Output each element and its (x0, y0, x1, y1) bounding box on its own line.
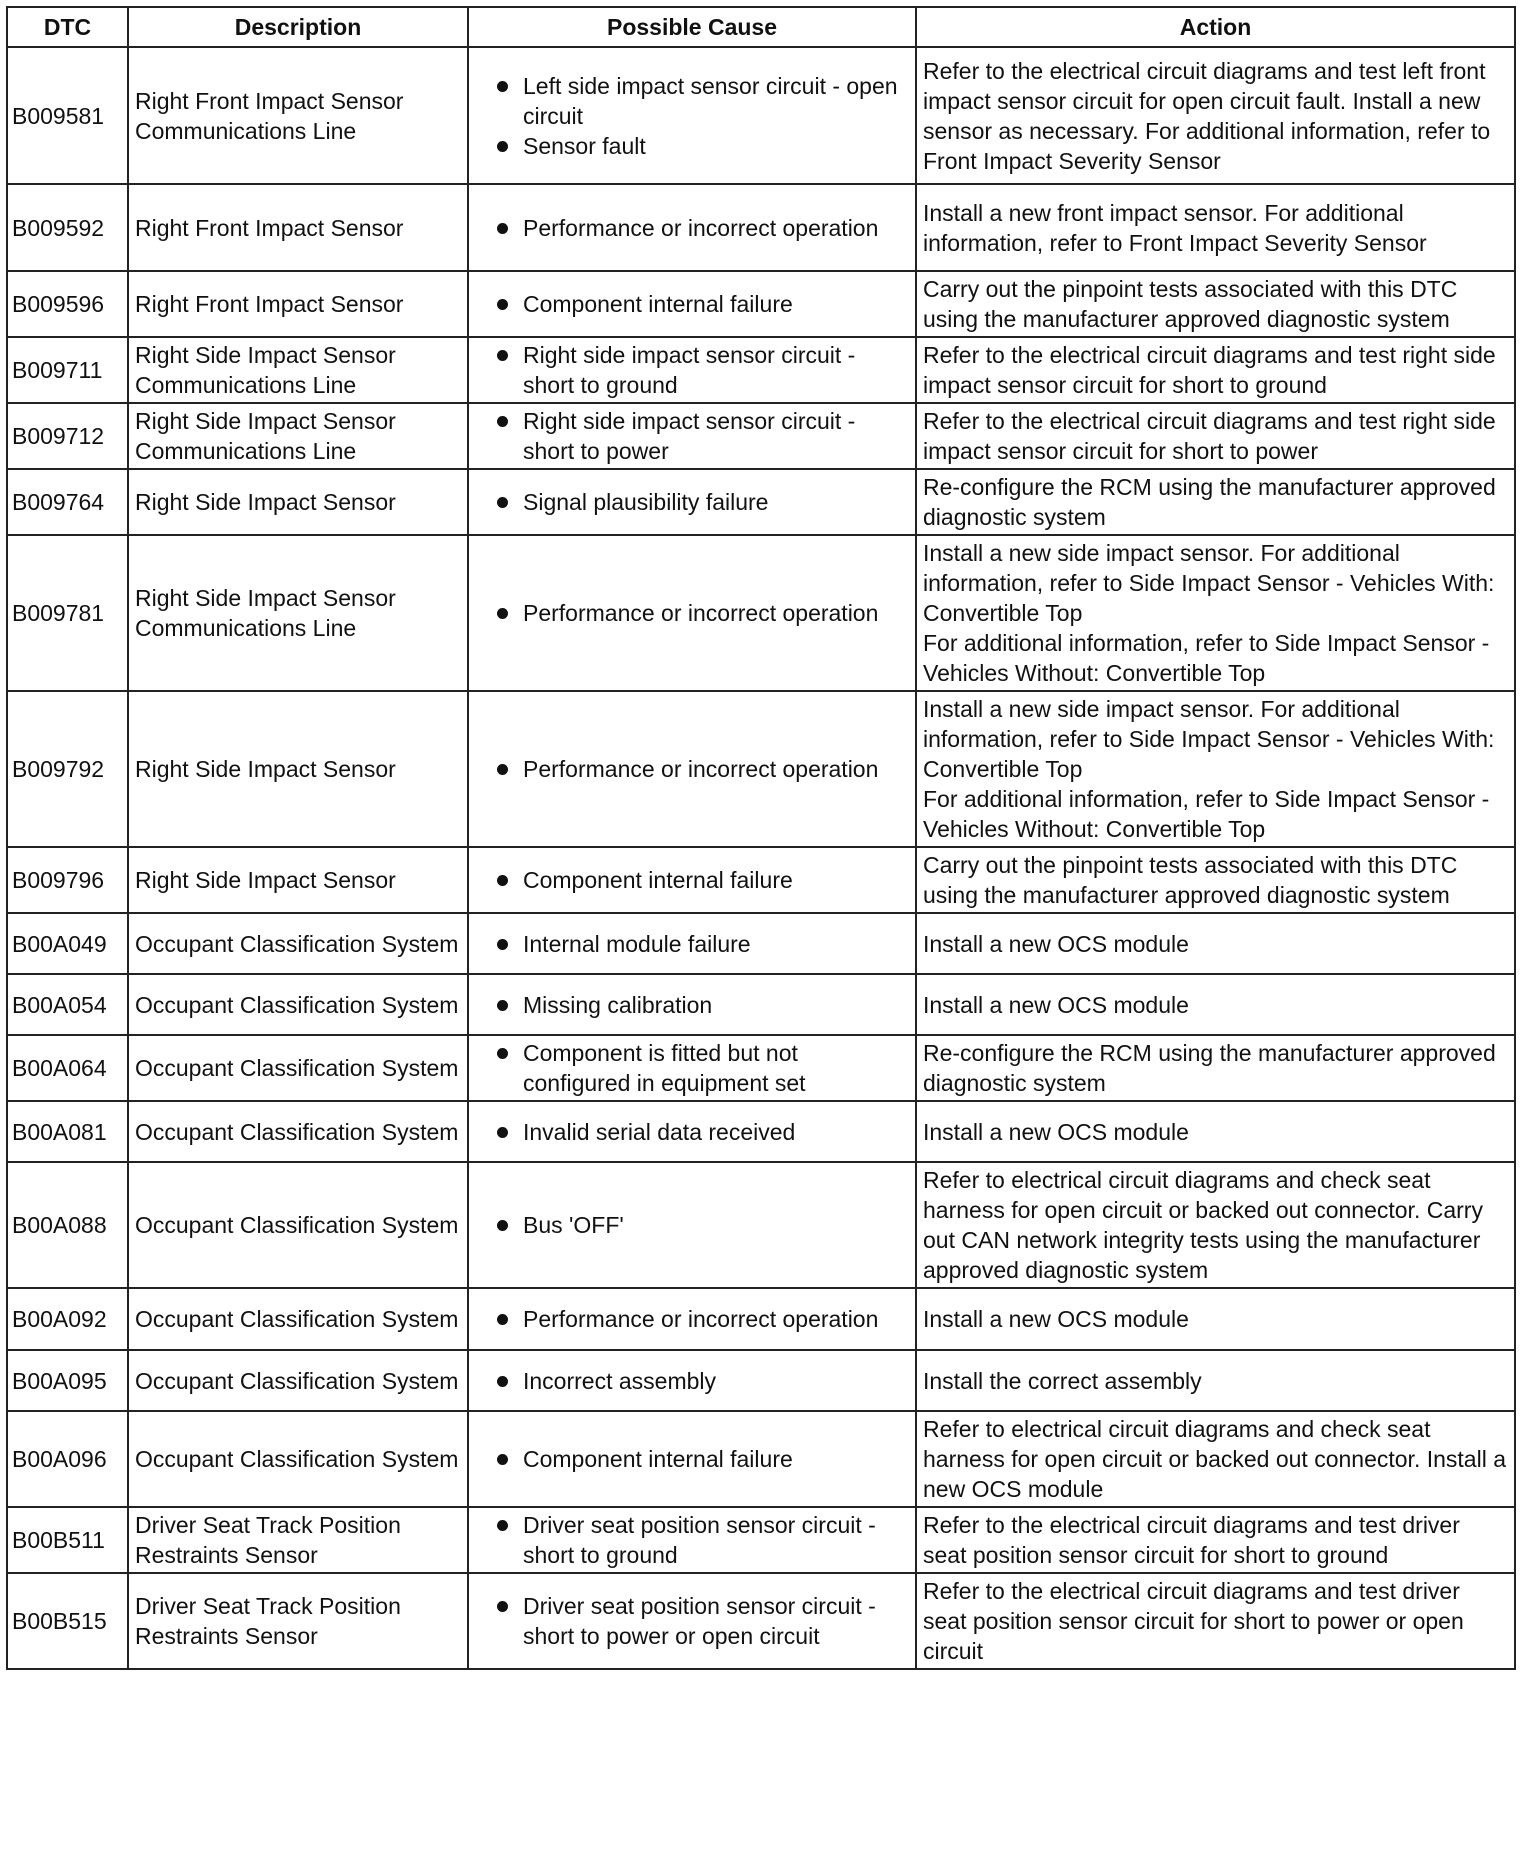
header-possible-cause: Possible Cause (468, 7, 916, 47)
dtc-description: Occupant Classification System (128, 1035, 468, 1101)
cause-list (475, 1038, 909, 1098)
action-cell (916, 184, 1515, 271)
possible-cause-cell (468, 271, 916, 337)
action-cell (916, 271, 1515, 337)
cause-item: Performance or incorrect operation (475, 1304, 909, 1334)
table-row (7, 974, 1515, 1035)
action-text: For additional information, refer to Side Impact Sensor - Vehicles Without: Convertible Top (923, 786, 1490, 842)
dtc-description: Occupant Classification System (128, 1101, 468, 1162)
action-cell (916, 1350, 1515, 1411)
cause-item: Driver seat position sensor circuit - short to power or open circuit (475, 1591, 909, 1651)
table-row (7, 1350, 1515, 1411)
possible-cause-cell (468, 535, 916, 691)
cause-list (475, 754, 909, 784)
table-row (7, 1411, 1515, 1507)
action-cell (916, 974, 1515, 1035)
cause-item: Performance or incorrect operation (475, 213, 909, 243)
possible-cause-cell (468, 691, 916, 847)
dtc-table (6, 6, 1516, 1670)
possible-cause-cell (468, 403, 916, 469)
dtc-code: B009711 (7, 337, 128, 403)
cause-item: Right side impact sensor circuit - short to power (475, 406, 909, 466)
dtc-code: B00B515 (7, 1573, 128, 1669)
cause-item: Performance or incorrect operation (475, 754, 909, 784)
dtc-description: Occupant Classification System (128, 1162, 468, 1288)
dtc-code: B009596 (7, 271, 128, 337)
table-row (7, 403, 1515, 469)
dtc-code: B009764 (7, 469, 128, 535)
cause-list (475, 406, 909, 466)
dtc-code: B00A054 (7, 974, 128, 1035)
cause-item: Incorrect assembly (475, 1366, 909, 1396)
action-cell (916, 469, 1515, 535)
table-row (7, 1288, 1515, 1350)
dtc-description: Occupant Classification System (128, 1288, 468, 1350)
cause-item: Internal module failure (475, 929, 909, 959)
cause-list (475, 1510, 909, 1570)
cause-list (475, 289, 909, 319)
table-row (7, 847, 1515, 913)
possible-cause-cell (468, 47, 916, 184)
action-text: For additional information, refer to Side Impact Sensor - Vehicles Without: Convertible Top (923, 630, 1490, 686)
action-text: Refer to the electrical circuit diagrams and test driver seat position sensor circuit for short to ground (923, 1512, 1460, 1568)
cause-list (475, 990, 909, 1020)
header-row (7, 7, 1515, 47)
dtc-description: Right Front Impact Sensor (128, 184, 468, 271)
cause-list (475, 1366, 909, 1396)
dtc-code: B00A095 (7, 1350, 128, 1411)
dtc-description: Driver Seat Track Position Restraints Sensor (128, 1507, 468, 1573)
table-row (7, 271, 1515, 337)
dtc-description: Right Side Impact Sensor (128, 469, 468, 535)
dtc-description: Right Side Impact Sensor Communications Line (128, 403, 468, 469)
possible-cause-cell (468, 469, 916, 535)
cause-list (475, 213, 909, 243)
cause-list (475, 487, 909, 517)
table-row (7, 535, 1515, 691)
cause-item: Missing calibration (475, 990, 909, 1020)
dtc-description: Occupant Classification System (128, 1350, 468, 1411)
action-cell (916, 337, 1515, 403)
action-text: Refer to electrical circuit diagrams and check seat harness for open circuit or backed out connector. Carry out CAN network integrity tests using the manufacturer approved diagnostic system (923, 1167, 1483, 1283)
action-cell (916, 1162, 1515, 1288)
dtc-code: B009581 (7, 47, 128, 184)
dtc-code: B009592 (7, 184, 128, 271)
action-text: Install a new OCS module (923, 991, 1189, 1018)
cause-item: Signal plausibility failure (475, 487, 909, 517)
dtc-code: B00A096 (7, 1411, 128, 1507)
action-cell (916, 1288, 1515, 1350)
dtc-code: B00A088 (7, 1162, 128, 1288)
table-row (7, 1162, 1515, 1288)
cause-item: Bus 'OFF' (475, 1210, 909, 1240)
cause-list (475, 71, 909, 161)
table-body (7, 47, 1515, 1669)
action-text: Install a new OCS module (923, 930, 1189, 957)
table-row (7, 1101, 1515, 1162)
cause-item: Driver seat position sensor circuit - short to ground (475, 1510, 909, 1570)
cause-list (475, 929, 909, 959)
cause-item: Component internal failure (475, 289, 909, 319)
cause-list (475, 1210, 909, 1240)
action-cell (916, 913, 1515, 974)
possible-cause-cell (468, 847, 916, 913)
action-cell (916, 1035, 1515, 1101)
dtc-description: Occupant Classification System (128, 1411, 468, 1507)
table-row (7, 1507, 1515, 1573)
action-text: Install a new side impact sensor. For additional information, refer to Side Impact Sensor - Vehicles With: Convertible Top (923, 540, 1495, 626)
possible-cause-cell (468, 1350, 916, 1411)
action-text: Carry out the pinpoint tests associated with this DTC using the manufacturer approved diagnostic system (923, 276, 1458, 332)
table-row (7, 469, 1515, 535)
possible-cause-cell (468, 1162, 916, 1288)
dtc-code: B009796 (7, 847, 128, 913)
dtc-description: Right Side Impact Sensor (128, 691, 468, 847)
action-text: Re-configure the RCM using the manufacturer approved diagnostic system (923, 474, 1496, 530)
action-cell (916, 1507, 1515, 1573)
action-cell (916, 1101, 1515, 1162)
cause-list (475, 1304, 909, 1334)
action-text: Install a new front impact sensor. For additional information, refer to Front Impact Severity Sensor (923, 199, 1427, 256)
action-cell (916, 47, 1515, 184)
table-row (7, 47, 1515, 184)
cause-item: Component internal failure (475, 865, 909, 895)
action-cell (916, 1573, 1515, 1669)
action-text: Re-configure the RCM using the manufacturer approved diagnostic system (923, 1040, 1496, 1096)
action-text: Install a new OCS module (923, 1306, 1189, 1332)
action-text: Install a new OCS module (923, 1118, 1189, 1145)
action-text: Refer to the electrical circuit diagrams and test driver seat position sensor circuit for short to power or open circuit (923, 1578, 1464, 1664)
dtc-code: B00A064 (7, 1035, 128, 1101)
dtc-description: Right Side Impact Sensor Communications Line (128, 535, 468, 691)
action-text: Refer to the electrical circuit diagrams and test right side impact sensor circuit for short to ground (923, 342, 1496, 398)
action-text: Refer to electrical circuit diagrams and check seat harness for open circuit or backed out connector. Install a new OCS module (923, 1416, 1506, 1502)
table-row (7, 913, 1515, 974)
dtc-description: Occupant Classification System (128, 974, 468, 1035)
table-row (7, 184, 1515, 271)
header-dtc: DTC (7, 7, 128, 47)
dtc-description: Driver Seat Track Position Restraints Sensor (128, 1573, 468, 1669)
dtc-description: Right Front Impact Sensor Communications Line (128, 47, 468, 184)
cause-list (475, 1117, 909, 1147)
possible-cause-cell (468, 1573, 916, 1669)
dtc-code: B009792 (7, 691, 128, 847)
dtc-description: Right Side Impact Sensor (128, 847, 468, 913)
cause-list (475, 598, 909, 628)
cause-item: Performance or incorrect operation (475, 598, 909, 628)
table-row (7, 1035, 1515, 1101)
action-cell (916, 1411, 1515, 1507)
header-action: Action (916, 7, 1515, 47)
possible-cause-cell (468, 974, 916, 1035)
dtc-description: Right Side Impact Sensor Communications Line (128, 337, 468, 403)
dtc-code: B00A081 (7, 1101, 128, 1162)
cause-list (475, 1444, 909, 1474)
cause-item: Right side impact sensor circuit - short to ground (475, 340, 909, 400)
cause-item: Sensor fault (475, 131, 909, 161)
cause-item: Invalid serial data received (475, 1117, 909, 1147)
dtc-code: B00A049 (7, 913, 128, 974)
table-row (7, 691, 1515, 847)
possible-cause-cell (468, 913, 916, 974)
cause-list (475, 1591, 909, 1651)
action-cell (916, 535, 1515, 691)
action-text: Refer to the electrical circuit diagrams and test right side impact sensor circuit for short to power (923, 408, 1496, 464)
possible-cause-cell (468, 1507, 916, 1573)
dtc-code: B009781 (7, 535, 128, 691)
possible-cause-cell (468, 1101, 916, 1162)
cause-list (475, 865, 909, 895)
action-text: Install a new side impact sensor. For additional information, refer to Side Impact Sensor - Vehicles With: Convertible Top (923, 696, 1495, 782)
cause-item: Component internal failure (475, 1444, 909, 1474)
dtc-code: B00B511 (7, 1507, 128, 1573)
action-text: Carry out the pinpoint tests associated with this DTC using the manufacturer approved diagnostic system (923, 852, 1458, 908)
header-description: Description (128, 7, 468, 47)
table-row (7, 1573, 1515, 1669)
dtc-code: B009712 (7, 403, 128, 469)
possible-cause-cell (468, 1035, 916, 1101)
action-cell (916, 847, 1515, 913)
action-text: Install the correct assembly (923, 1367, 1202, 1394)
action-cell (916, 691, 1515, 847)
cause-item: Component is fitted but not configured in equipment set (475, 1038, 909, 1098)
dtc-code: B00A092 (7, 1288, 128, 1350)
cause-item: Left side impact sensor circuit - open circuit (475, 71, 909, 131)
table-row (7, 337, 1515, 403)
possible-cause-cell (468, 337, 916, 403)
dtc-description: Occupant Classification System (128, 913, 468, 974)
cause-list (475, 340, 909, 400)
action-cell (916, 403, 1515, 469)
action-text: Refer to the electrical circuit diagrams and test left front impact sensor circuit for open circuit fault. Install a new sensor as necessary. For additional information, refer to Front Impact Severity Sensor (923, 57, 1491, 174)
possible-cause-cell (468, 184, 916, 271)
possible-cause-cell (468, 1288, 916, 1350)
possible-cause-cell (468, 1411, 916, 1507)
dtc-description: Right Front Impact Sensor (128, 271, 468, 337)
